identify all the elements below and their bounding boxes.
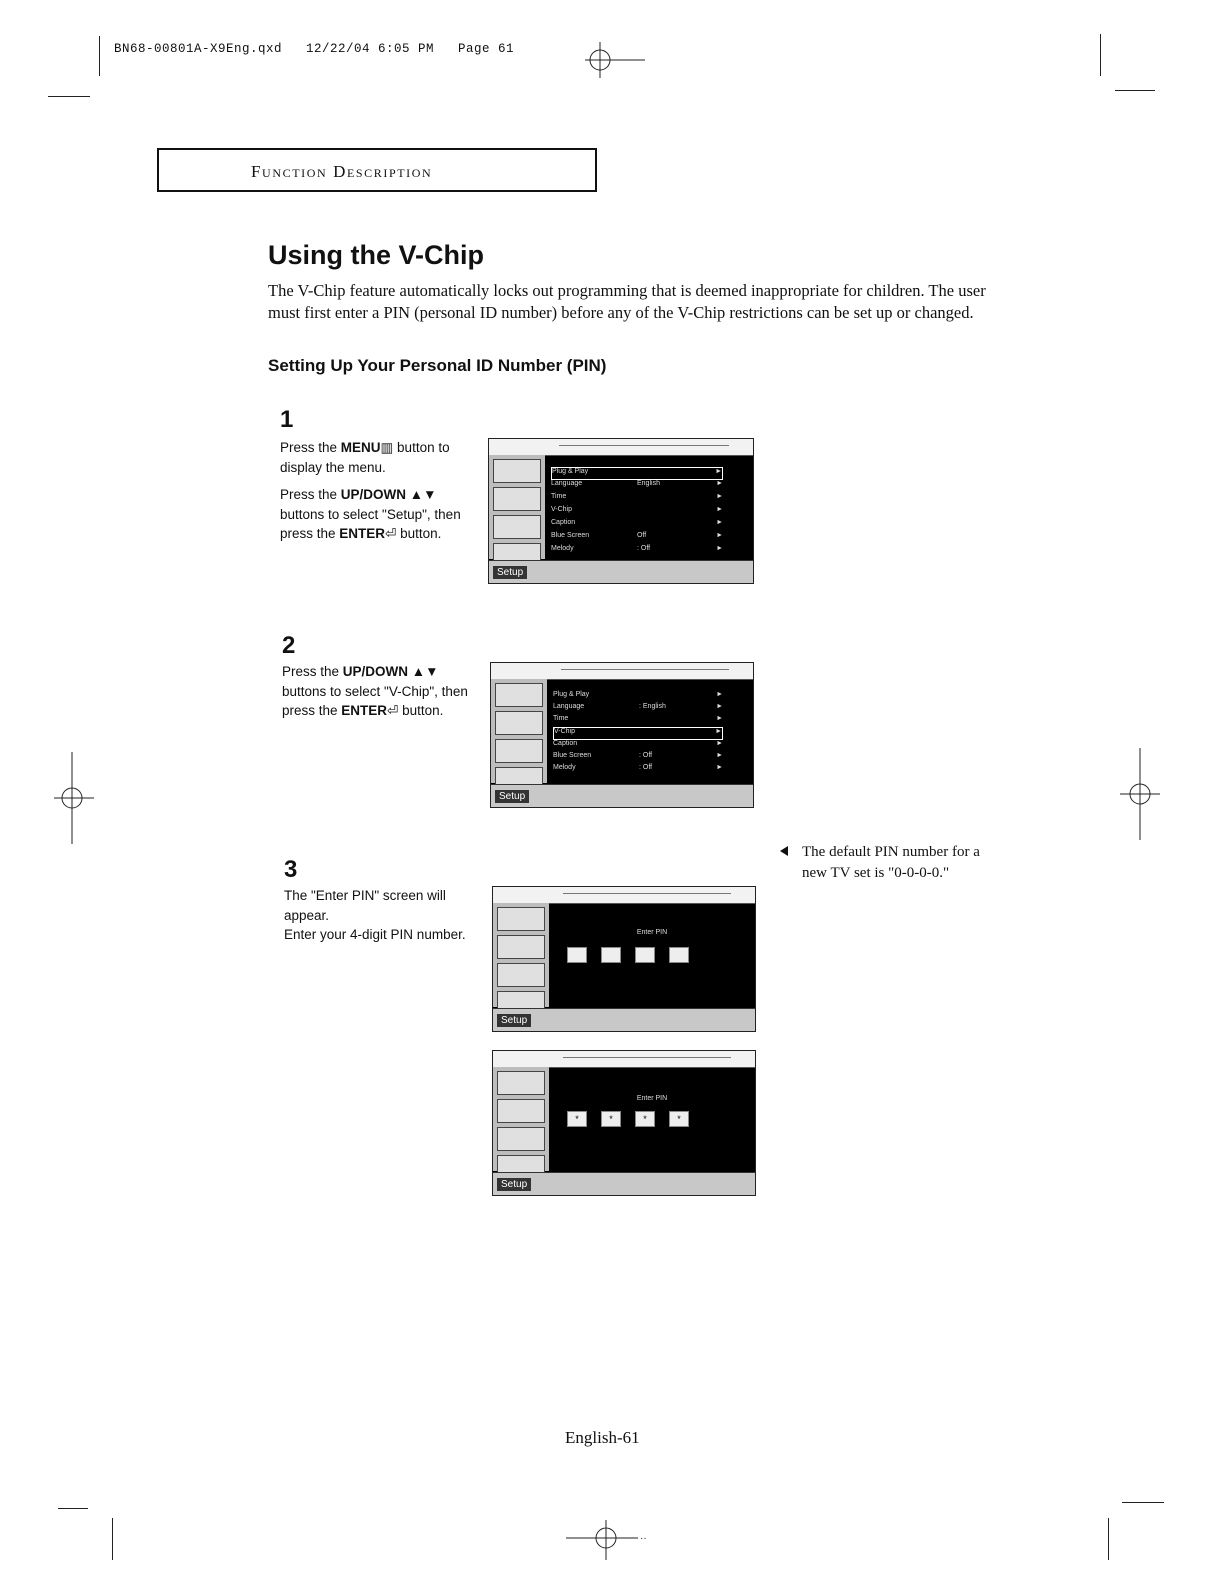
enter-pin-label: Enter PIN: [636, 929, 668, 936]
enter-button-icon: ⏎: [385, 526, 397, 541]
channel-icon: [495, 739, 543, 763]
menu-row: Caption ►: [553, 740, 723, 747]
pin-digit-box: [601, 947, 621, 963]
registration-target-icon: [585, 40, 645, 80]
sound-icon: [495, 711, 543, 735]
setup-tab: Setup: [497, 1014, 531, 1027]
tv-pin-screenshot: [492, 886, 756, 1032]
picture-icon: [493, 459, 541, 483]
pin-digit-box: *: [635, 1111, 655, 1127]
setup-tab: Setup: [493, 566, 527, 579]
menu-row: Plug & Play ►: [553, 691, 723, 698]
picture-icon: [497, 907, 545, 931]
screen-topbar: [491, 663, 753, 680]
step-number: 3: [284, 856, 298, 883]
screen-sidebar: [493, 903, 549, 1007]
screen-bottombar: [489, 560, 753, 583]
menu-row: Melody : Off ►: [551, 545, 723, 552]
screen-topbar: [489, 439, 753, 456]
setup-tab: Setup: [497, 1178, 531, 1191]
step-text: Press the UP/DOWN ▲▼ buttons to select "V-Chip", then press the ENTER⏎ button.: [282, 664, 468, 718]
pin-digit-box: [567, 947, 587, 963]
channel-icon: [497, 963, 545, 987]
screen-sidebar: [491, 679, 547, 783]
section-label-box: [157, 148, 597, 192]
pin-digit-box: [635, 947, 655, 963]
page-title: Using the V-Chip: [268, 240, 484, 270]
crop-mark: [1122, 1502, 1164, 1503]
crop-mark: [48, 96, 90, 97]
crop-mark: [1100, 34, 1101, 76]
pin-digit-box: *: [669, 1111, 689, 1127]
menu-row: Melody : Off ►: [553, 764, 723, 771]
pin-digit-box: *: [601, 1111, 621, 1127]
page-footer: English-61: [565, 1428, 640, 1447]
step-number: 2: [282, 632, 296, 659]
menu-row: Blue Screen Off ►: [551, 532, 723, 539]
crop-mark: [112, 1518, 113, 1560]
print-header: BN68-00801A-X9Eng.qxd 12/22/04 6:05 PM Page 61: [114, 42, 515, 56]
picture-icon: [495, 683, 543, 707]
channel-icon: [497, 1127, 545, 1151]
screen-sidebar: [489, 455, 545, 559]
screen-bottombar: [493, 1172, 755, 1195]
menu-row: Language English ►: [551, 480, 723, 487]
note-pointer-icon: [780, 846, 788, 856]
menu-row: Blue Screen : Off ►: [553, 752, 723, 759]
pin-digit-boxes: [567, 947, 689, 963]
svg-text:··: ··: [640, 1533, 647, 1544]
side-note: [780, 842, 980, 884]
registration-target-icon: [52, 752, 96, 844]
step-text: The "Enter PIN" screen will appear. Enter your 4-digit PIN number.: [284, 888, 466, 942]
menu-row: V-Chip ►: [553, 727, 723, 740]
menu-button-icon: ▥: [380, 440, 394, 455]
screen-topbar: [493, 1051, 755, 1068]
screen-topbar: [493, 887, 755, 904]
menu-row: Time ►: [551, 493, 723, 500]
screen-sidebar: [493, 1067, 549, 1171]
step-text: Press the MENU▥ button to display the menu. Press the UP/DOWN ▲▼ buttons to select "Setup", then press the ENTER⏎ button.: [280, 440, 461, 541]
menu-row: Language : English ►: [553, 703, 723, 710]
channel-icon: [493, 515, 541, 539]
sound-icon: [497, 935, 545, 959]
pin-digit-boxes: [567, 1111, 689, 1127]
crop-mark: [1115, 90, 1155, 91]
menu-row: V-Chip ►: [551, 506, 723, 513]
pin-digit-box: *: [567, 1111, 587, 1127]
step-number: 1: [280, 406, 294, 433]
tv-pin-screenshot: [492, 1050, 756, 1196]
section-label: Function Description: [251, 162, 433, 181]
subheading: Setting Up Your Personal ID Number (PIN): [268, 356, 607, 375]
screen-bottombar: [493, 1008, 755, 1031]
menu-row: Caption ►: [551, 519, 723, 526]
registration-target-icon: [566, 1520, 656, 1560]
setup-tab: Setup: [495, 790, 529, 803]
picture-icon: [497, 1071, 545, 1095]
enter-pin-label: Enter PIN: [636, 1095, 668, 1102]
side-note-text: The default PIN number for a new TV set is "0-0-0-0.": [802, 844, 980, 881]
menu-row: Plug & Play ►: [551, 467, 723, 480]
menu-row: Time ►: [553, 715, 723, 722]
registration-target-icon: [1118, 748, 1162, 840]
tv-menu-screenshot: [490, 662, 754, 808]
crop-mark: [58, 1508, 88, 1509]
crop-mark: [99, 36, 100, 76]
screen-bottombar: [491, 784, 753, 807]
intro-paragraph: The V-Chip feature automatically locks out programming that is deemed inappropriate for children. The user must first enter a PIN (personal ID number) before any of the V-Chip restrictions can be set up or changed.: [268, 281, 986, 322]
sound-icon: [497, 1099, 545, 1123]
tv-menu-screenshot: [488, 438, 754, 584]
crop-mark: [1108, 1518, 1109, 1560]
pin-digit-box: [669, 947, 689, 963]
enter-button-icon: ⏎: [387, 703, 399, 718]
sound-icon: [493, 487, 541, 511]
